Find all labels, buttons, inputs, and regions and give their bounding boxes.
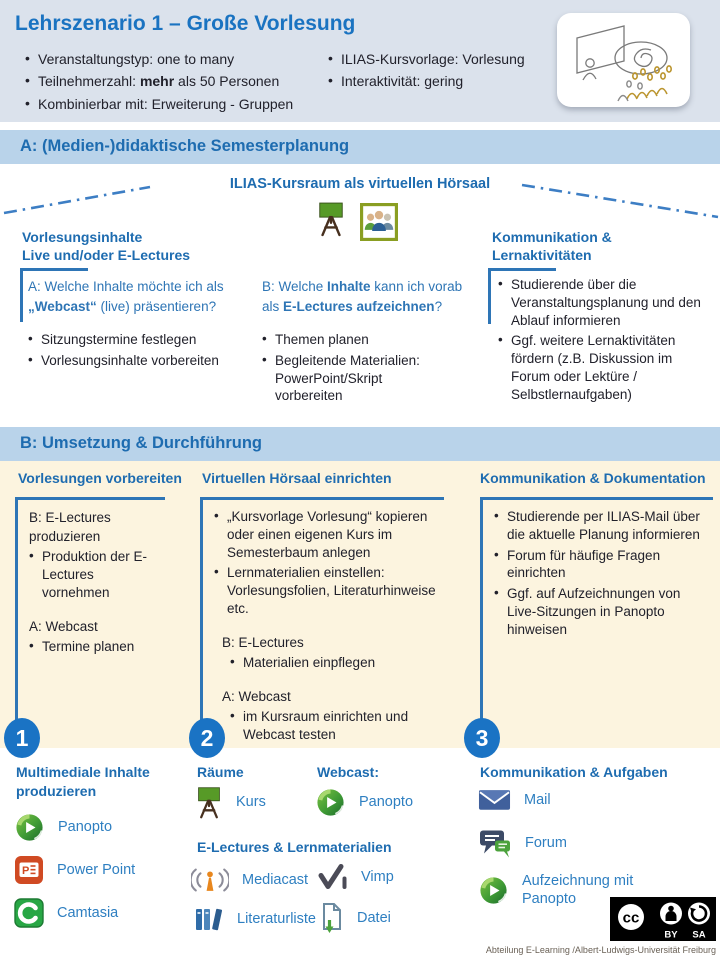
lecture-hall-sketch-icon [557,13,690,107]
tool-mediacast [191,866,308,894]
bullet-item: • Lernmaterialien einstellen: Vorlesungsfolien, Literaturhinweise etc. [214,564,440,617]
bullet-item: • Forum für häufige Fragen einrichten [494,547,709,583]
tool-label: Aufzeichnung mit Panopto [522,873,634,908]
tools-heading-raeume: Räume [197,764,244,780]
tool-label: Mail [524,791,551,808]
column-heading-vorlesungsinhalte: Vorlesungsinhalte Live und/oder E-Lectures [22,229,191,264]
label: A: Webcast [222,688,291,704]
tool-label: Mediacast [242,871,309,888]
cc-by-label: BY [664,929,678,941]
course-board-icon [195,786,223,819]
camtasia-icon [14,898,44,928]
tool-webcast-panopto [315,787,413,818]
tool-label: Panopto [58,819,113,836]
bullet-item: • Begleitende Materialien: PowerPoint/Skript vorbereiten [262,352,452,405]
tools-heading-produce: Multimediale Inhalte produzieren [16,764,150,799]
dashed-line-right [522,185,718,217]
cc-glyph: cc [622,909,640,927]
tool-powerpoint [14,855,135,885]
header-bullets-left [25,50,320,117]
label: B: E-Lectures [222,634,304,650]
dashed-line-left [4,187,150,213]
group-icon [360,203,398,241]
booklist-icon [194,906,224,932]
tool-label: Panopto [359,794,414,811]
box-hoersaal-einrichten [200,497,444,742]
tools-heading-electures: E-Lectures & Lernmaterialien [197,839,392,855]
question-webcast: A: Welche Inhalte möchte ich als „Webcast“ (live) präsentieren? [28,279,224,314]
bullet-item: • Veranstaltungstyp: one to many [25,50,320,68]
bullet-item: • Studierende über die Veranstaltungsplanung und den Ablauf informieren [498,276,710,329]
tool-kurs [195,786,266,819]
bullet-item: • Termine planen [29,638,161,656]
step-marker-1: 1 [4,718,40,758]
easel-icon [316,201,346,237]
electures-bullets [262,331,452,408]
vimp-icon [318,864,348,891]
cc-by-sa-badge [610,897,716,941]
bullet-item: • Teilnehmerzahl: mehr als 50 Personen [25,72,320,90]
step-marker-2: 2 [189,718,225,758]
tool-panopto [14,812,112,843]
tool-literaturliste [194,906,316,932]
tool-datei [320,902,391,934]
header-bullets-right [328,50,553,95]
panopto-icon [478,875,509,906]
mediacast-icon [191,866,229,894]
box-kommunikation-dokumentation [480,497,713,720]
bullet-item: • Ggf. weitere Lernaktivitäten fördern (z.B. Diskussion im Forum oder Lektüre / Selbstlernaufgaben) [498,332,710,403]
tools-heading-kommunikation: Kommunikation & Aufgaben [480,764,668,780]
panopto-icon [315,787,346,818]
tool-forum [478,828,567,859]
mail-icon [478,788,511,812]
question-electures: B: Welche Inhalte kann ich vorab als E-Lectures aufzeichnen? [262,279,463,314]
bullet-item: • ILIAS-Kursvorlage: Vorlesung [328,50,553,68]
step-marker-3: 3 [464,718,500,758]
tool-label: Power Point [57,861,136,878]
tool-label: Kurs [236,794,266,811]
bullet-item: • Vorlesungsinhalte vorbereiten [28,352,258,370]
bullet-item: • Materialien einpflegen [230,654,440,672]
tool-label: Forum [525,835,567,852]
bullet-item: • Themen planen [262,331,452,349]
label: A: Webcast [29,618,98,634]
tool-camtasia [14,898,118,928]
virtual-lecture-hall-title: ILIAS-Kursraum als virtuellen Hörsaal [229,176,491,192]
powerpoint-icon [14,855,44,885]
bullet-item: • Ggf. auf Aufzeichnungen von Live-Sitzungen in Panopto hinweisen [494,585,709,638]
bullet-item: • Sitzungstermine festlegen [28,331,258,349]
svg-text:P: P [22,865,30,877]
file-download-icon [320,902,344,934]
illustration-card [557,13,690,107]
tool-label: Literaturliste [237,910,316,927]
section-b-band: B: Umsetzung & Durchführung [0,427,720,461]
bullet-item: • im Kursraum einrichten und Webcast testen [230,708,440,744]
tools-heading-webcast: Webcast: [317,764,379,780]
tool-label: Vimp [361,869,394,886]
bullet-item: • Studierende per ILIAS-Mail über die aktuelle Planung informieren [494,508,709,544]
column-heading-vorlesungen-vorbereiten: Vorlesungen vorbereiten [18,470,182,486]
tool-vimp [318,864,394,891]
bullet-item: • Produktion der E-Lectures vornehmen [29,548,161,601]
panopto-icon [14,812,45,843]
header-block [0,0,720,122]
column-heading-kommunikation-lernaktivitaeten: Kommunikation & Lernaktivitäten [492,229,612,264]
column-heading-kommunikation-dokumentation: Kommunikation & Dokumentation [480,470,706,486]
tool-label: Camtasia [57,904,119,921]
forum-icon [478,828,512,859]
kommunikation-bullets [498,276,710,407]
bullet-item: • Interaktivität: gering [328,72,553,90]
label: B: E-Lectures produzieren [29,510,111,545]
webcast-bullets [28,331,258,373]
column-heading-hoersaal-einrichten: Virtuellen Hörsaal einrichten [202,470,392,486]
box-vorlesungen-vorbereiten [15,497,165,720]
bullet-item: • Kombinierbar mit: Erweiterung - Gruppen [25,95,320,113]
section-a-band: A: (Medien-)didaktische Semesterplanung [0,130,720,164]
footer-credit: Abteilung E-Learning /Albert-Ludwigs-Universität Freiburg [485,945,716,955]
bullet-item: • „Kursvorlage Vorlesung“ kopieren oder einen eigenen Kurs im Semesterbaum anlegen [214,508,440,561]
cc-sa-label: SA [692,929,706,941]
tool-mail [478,788,551,812]
page-title: Lehrszenario 1 – Große Vorlesung [15,12,356,35]
tool-label: Datei [357,909,391,926]
